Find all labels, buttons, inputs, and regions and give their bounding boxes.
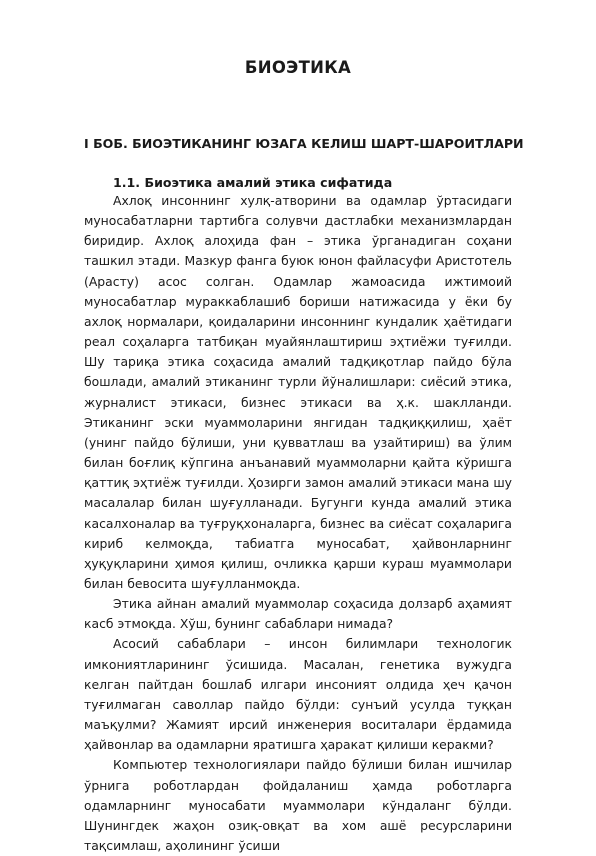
paragraph: Ахлоқ инсоннинг хулқ-атворини ва одамлар ўртасидаги муносабатларни тартибга солувчи дастлабки механизмлардан биридир. Ахлоқ алоҳида фан – этика ўрганадиган соҳани ташкил этади. Мазкур фанга буюк юнон файласуфи Аристотель (Арасту) асос солган. Одамлар жамоасида ижтимоий муносабатлар мураккаблашиб бориши натижасида у ёки бу ахлоқ нормалари, қоидаларини инсоннинг кундалик ҳаётидаги реал соҳаларга татбиқан муайянлаштириш эҳтиёжи туғилди. Шу тариқа этика соҳасида амалий тадқиқотлар пайдо бўла бошлади, амалий этиканинг турли йўналишлари: сиёсий этика, журналист этикаси, бизнес этикаси ва ҳ.к. шаклланди. Этиканинг эски муаммоларини янгидан тадқиққилиш, ҳаёт (унинг пайдо бўлиши, уни қувватлаш ва узайтириш) ва ўлим билан боғлиқ кўпгина анъанавий муаммоларни қайта кўришга қаттиқ эҳтиёж туғилди. Ҳозирги замон амалий этикаси мана шу масалалар билан шуғулланади. Бугунги кунда амалий этика касалхоналар ва туғруқхоналарга, бизнес ва сиёсат соҳаларига кириб келмоқда, табиатга муносабат, ҳайвонларнинг ҳуқуқларини ҳимоя қилиш, очликка қарши кураш муаммолари билан бевосита шуғулланмоқда.	[84, 193, 512, 591]
section-heading: 1.1. Биоэтика амалий этика сифатида	[113, 175, 393, 190]
body-text	[84, 191, 512, 856]
chapter-heading: I БОБ. БИОЭТИКАНИНГ ЮЗАГА КЕЛИШ ШАРТ-ШАРОИТЛАРИ	[84, 136, 524, 151]
document-title: БИОЭТИКА	[244, 58, 352, 77]
paragraph: Этика айнан амалий муаммолар соҳасида долзарб аҳамият касб этмоқда. Хўш, бунинг сабаблари нимада?	[84, 596, 512, 632]
paragraph: Асосий сабаблари – инсон билимлари технологик имкониятларининг ўсишида. Масалан, генетика вужудга келган пайтдан бошлаб илгари инсоният олдида ҳеч қачон туғилмаган саволлар пайдо бўлди: сунъий усулда туққан маъқулми? Жамият ирсий инженерия воситалари ёрдамида ҳайвонлар ва одамларни яратишга ҳаракат қилиши керакми?	[84, 636, 512, 753]
paragraph: Компьютер технологиялари пайдо бўлиши билан ишчилар ўрнига роботлардан фойдаланиш ҳамда роботларга одамларнинг муносабати муаммолари кўндаланг бўлди. Шунингдек жаҳон озиқ-овқат ва хом ашё ресурсларини тақсимлаш, аҳолининг ўсиши	[84, 757, 512, 853]
